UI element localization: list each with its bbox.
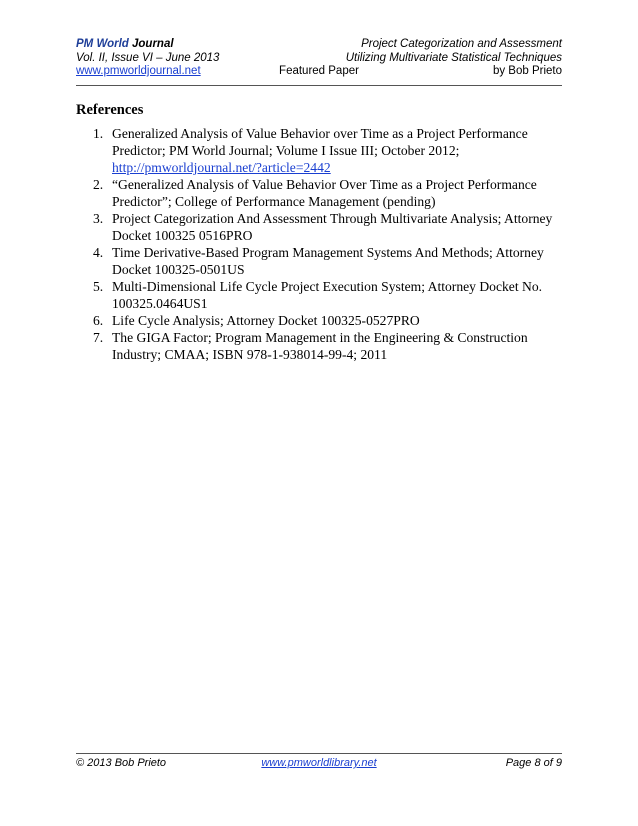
page-footer	[76, 757, 562, 771]
reference-number: 4.	[93, 245, 104, 260]
reference-item	[76, 244, 566, 278]
reference-item	[76, 278, 566, 312]
reference-item	[76, 312, 566, 329]
references-heading: References	[76, 102, 144, 118]
header-title-line2: Utilizing Multivariate Statistical Techniques	[345, 51, 562, 64]
reference-text: The GIGA Factor; Program Management in the Engineering & Construction Industry; CMAA; ISBN 978-1-938014-99-4; 2011	[112, 330, 528, 362]
reference-text: “Generalized Analysis of Value Behavior Over Time as a Project Performance Predictor”; College of Performance Management (pending)	[112, 177, 537, 209]
reference-text: Time Derivative-Based Program Management Systems And Methods; Attorney Docket 100325-0501US	[112, 245, 544, 277]
journal-name-part2: Journal	[132, 38, 174, 50]
reference-item	[76, 210, 566, 244]
reference-item	[76, 329, 566, 363]
footer-divider	[76, 753, 562, 754]
issue-info: Vol. II, Issue VI – June 2013	[76, 51, 220, 64]
header-title-line1: Project Categorization and Assessment	[361, 38, 562, 50]
journal-name	[76, 38, 174, 52]
page-header	[76, 38, 562, 88]
reference-item	[76, 176, 566, 210]
reference-number: 1.	[93, 126, 104, 141]
reference-number: 5.	[93, 279, 104, 294]
journal-name-part1: PM World	[76, 38, 129, 50]
header-divider	[76, 85, 562, 86]
page-number: Page 8 of 9	[505, 757, 562, 769]
references-list	[76, 125, 566, 363]
reference-text: Generalized Analysis of Value Behavior over Time as a Project Performance Predictor; PM World Journal; Volume I Issue III; October 2012;	[112, 126, 528, 158]
author-byline: by Bob Prieto	[492, 65, 562, 77]
reference-number: 3.	[93, 211, 104, 226]
featured-paper-label: Featured Paper	[279, 65, 359, 77]
reference-text: Multi-Dimensional Life Cycle Project Execution System; Attorney Docket No. 100325.0464US1	[112, 279, 543, 311]
copyright-text: © 2013 Bob Prieto	[76, 757, 167, 769]
reference-text: Project Categorization And Assessment Through Multivariate Analysis; Attorney Docket 100325 0516PRO	[112, 211, 553, 243]
reference-link[interactable]: http://pmworldjournal.net/?article=2442	[112, 160, 331, 175]
reference-number: 2.	[93, 177, 104, 192]
reference-text: Life Cycle Analysis; Attorney Docket 100325-0527PRO	[112, 313, 420, 328]
journal-site-link[interactable]: www.pmworldjournal.net	[76, 65, 201, 77]
library-link[interactable]: www.pmworldlibrary.net	[261, 757, 377, 769]
reference-item	[76, 125, 566, 176]
reference-number: 6.	[93, 313, 104, 328]
reference-number: 7.	[93, 330, 104, 345]
